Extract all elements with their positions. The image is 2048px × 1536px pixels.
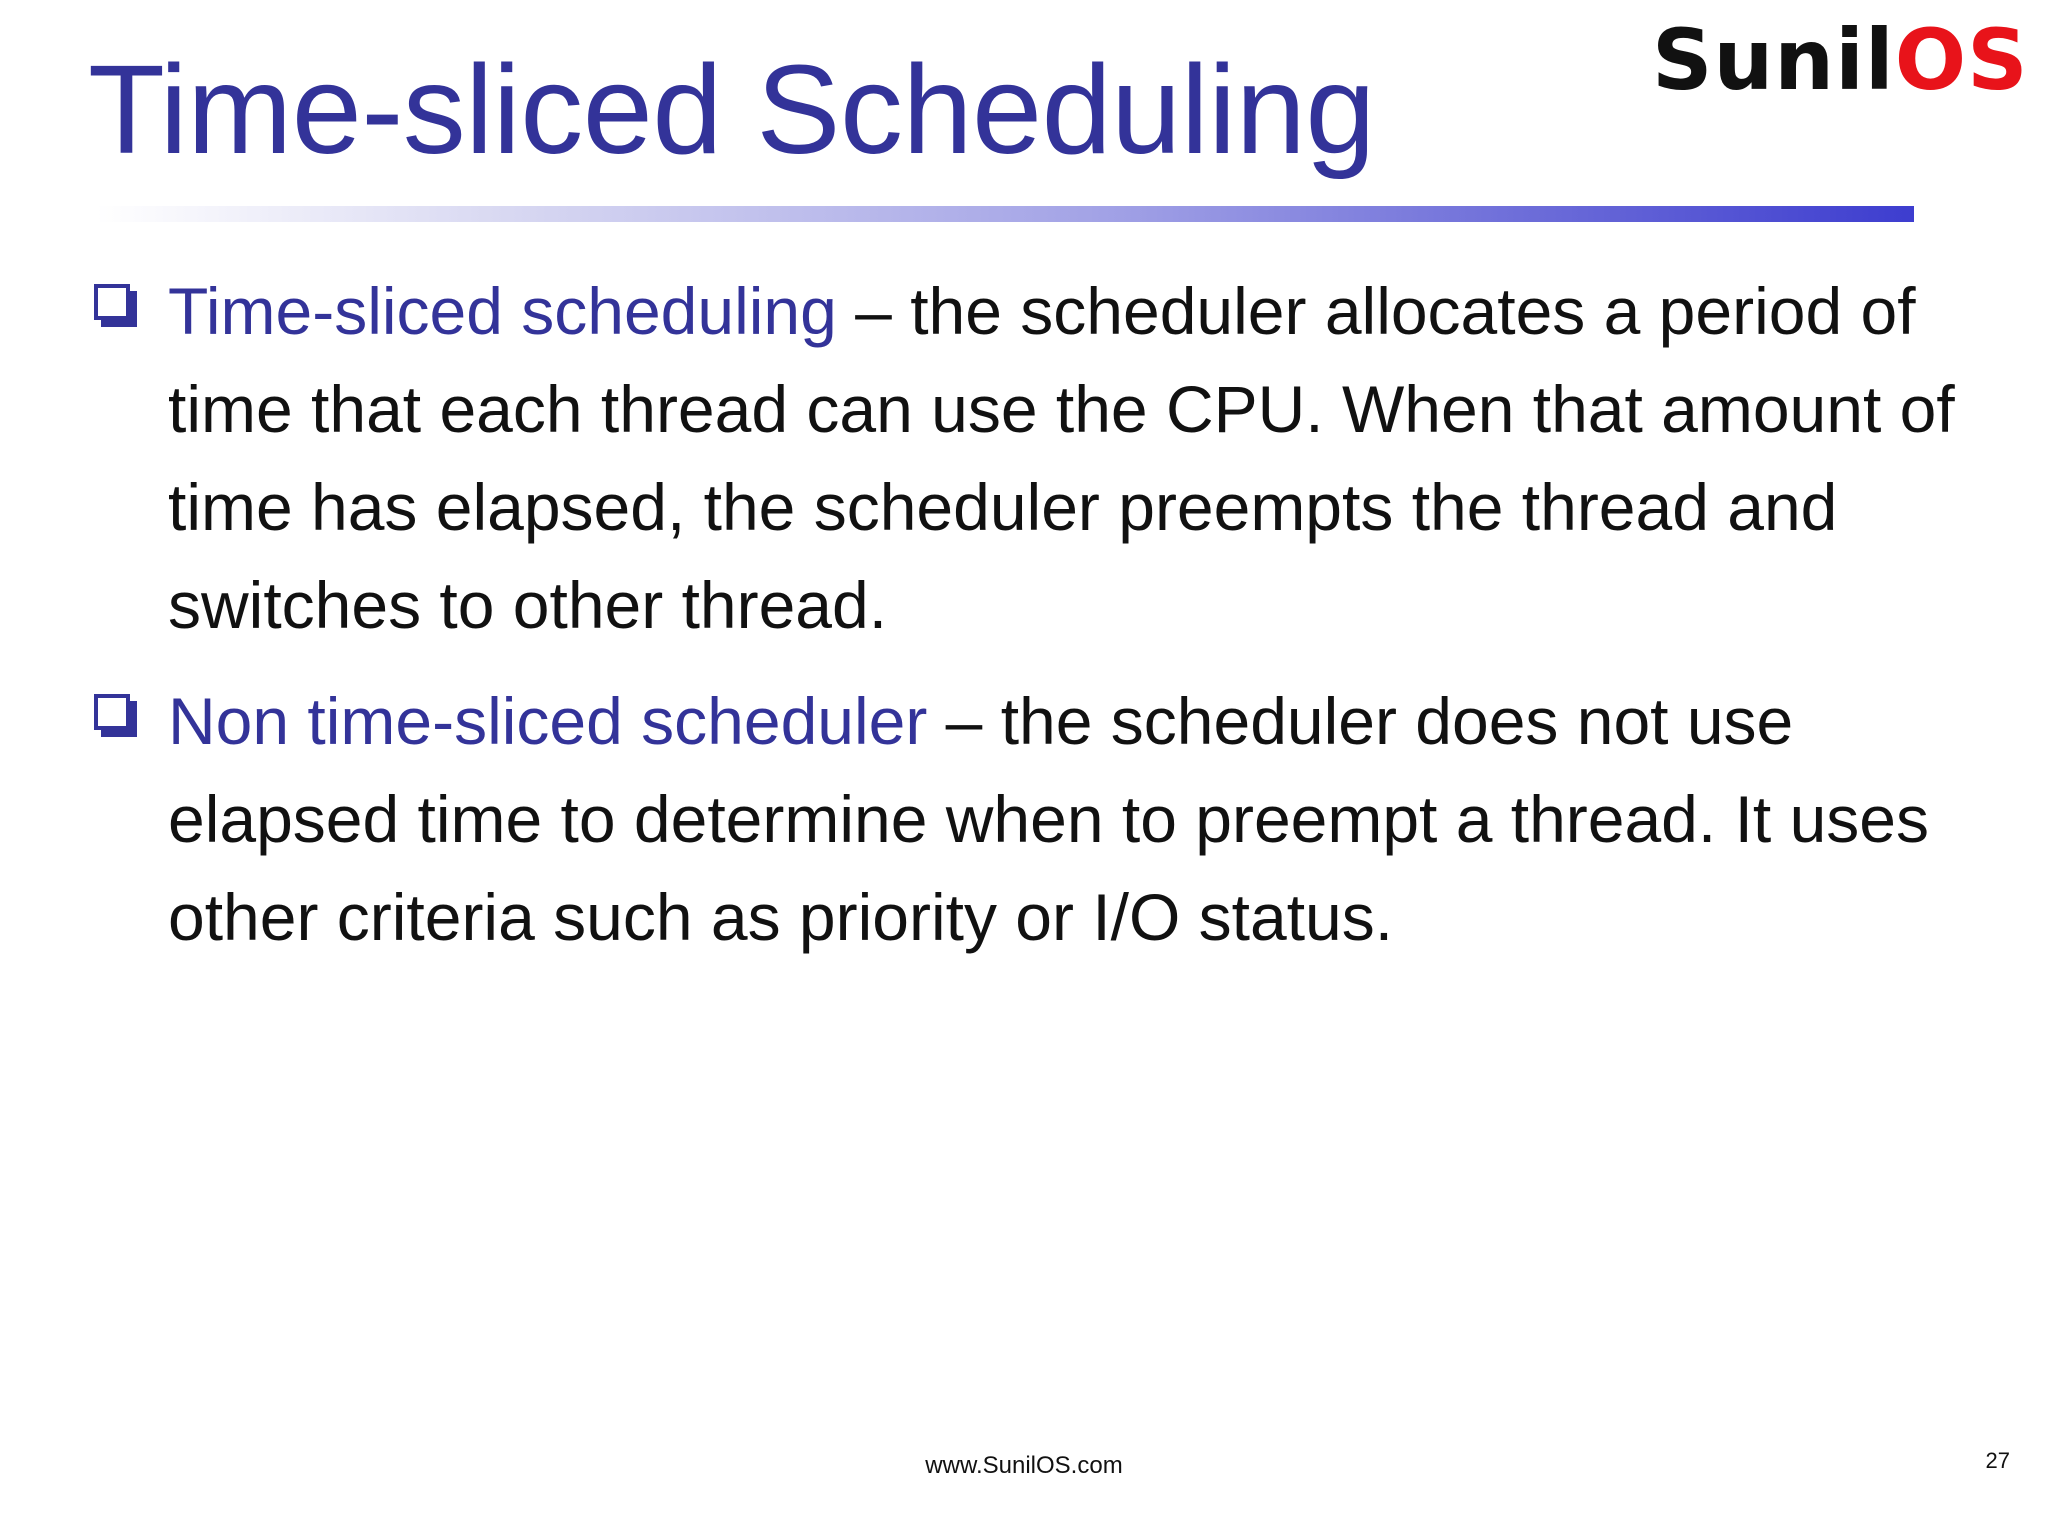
slide-title: Time-sliced Scheduling [88, 39, 1375, 180]
bullet-term: Non time-sliced scheduler [168, 684, 928, 758]
footer-url: www.SunilOS.com [925, 1452, 1123, 1479]
bullet-term: Time-sliced scheduling [168, 274, 837, 348]
bullet-list [88, 262, 1988, 984]
bullet-item-non-time-sliced [88, 672, 1988, 966]
logo-text-dark: Sunil [1652, 11, 1895, 109]
square-bullet-icon [94, 694, 130, 730]
title-underline-rule [96, 206, 1914, 222]
bullet-text: – the scheduler does not use elapsed time to determine when to preempt a thread. It uses other criteria such as priority or I/O status. [168, 684, 1929, 954]
logo-text-red: OS [1894, 11, 2029, 109]
sunilos-logo [1652, 10, 2029, 111]
page-number: 27 [1985, 1448, 2010, 1473]
square-bullet-icon [94, 284, 130, 320]
bullet-item-time-sliced [88, 262, 1988, 654]
bullet-text: – the scheduler allocates a period of time that each thread can use the CPU. When that amount of time has elapsed, the scheduler preempts the thread and switches to other thread. [168, 274, 1955, 642]
